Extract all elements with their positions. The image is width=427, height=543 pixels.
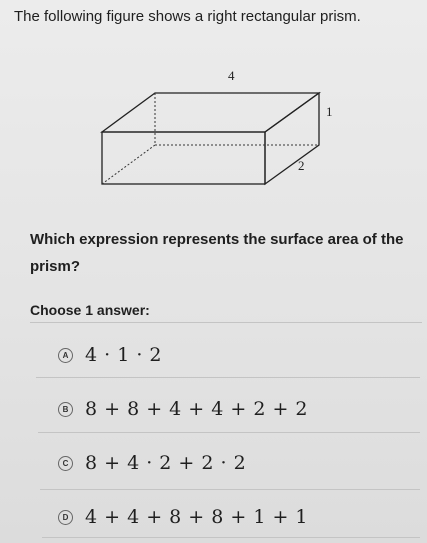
divider [38,432,420,433]
prism-top-face [102,93,319,132]
label-length: 4 [228,68,235,83]
divider [40,489,420,490]
prism-front-face [102,132,265,184]
divider [30,322,422,323]
prism-right-face [265,93,319,184]
option-d-expression: 4 + 4 + 8 + 8 + 1 + 1 [85,506,309,528]
intro-text: The following figure shows a right rectangular prism. [14,8,361,25]
option-a-letter-icon: A [58,348,73,363]
choose-prompt: Choose 1 answer: [30,302,150,318]
option-c-letter-icon: C [58,456,73,471]
option-b-letter-icon: B [58,402,73,417]
divider [36,377,420,378]
option-a[interactable] [58,344,162,366]
label-width: 2 [298,158,305,173]
label-height: 1 [326,104,333,119]
prism-hidden-edges [102,93,319,184]
option-b-expression: 8 + 8 + 4 + 4 + 2 + 2 [85,398,309,420]
question-text: Which expression represents the surface area of the prism? [30,231,404,275]
option-b[interactable] [58,398,308,420]
option-d[interactable] [58,506,308,528]
option-c-expression: 8 + 4 · 2 + 2 · 2 [85,452,247,474]
option-a-expression: 4 · 1 · 2 [85,344,163,366]
divider [42,537,420,538]
prism-figure [95,66,335,196]
option-c[interactable] [58,452,246,474]
option-d-letter-icon: D [58,510,73,525]
